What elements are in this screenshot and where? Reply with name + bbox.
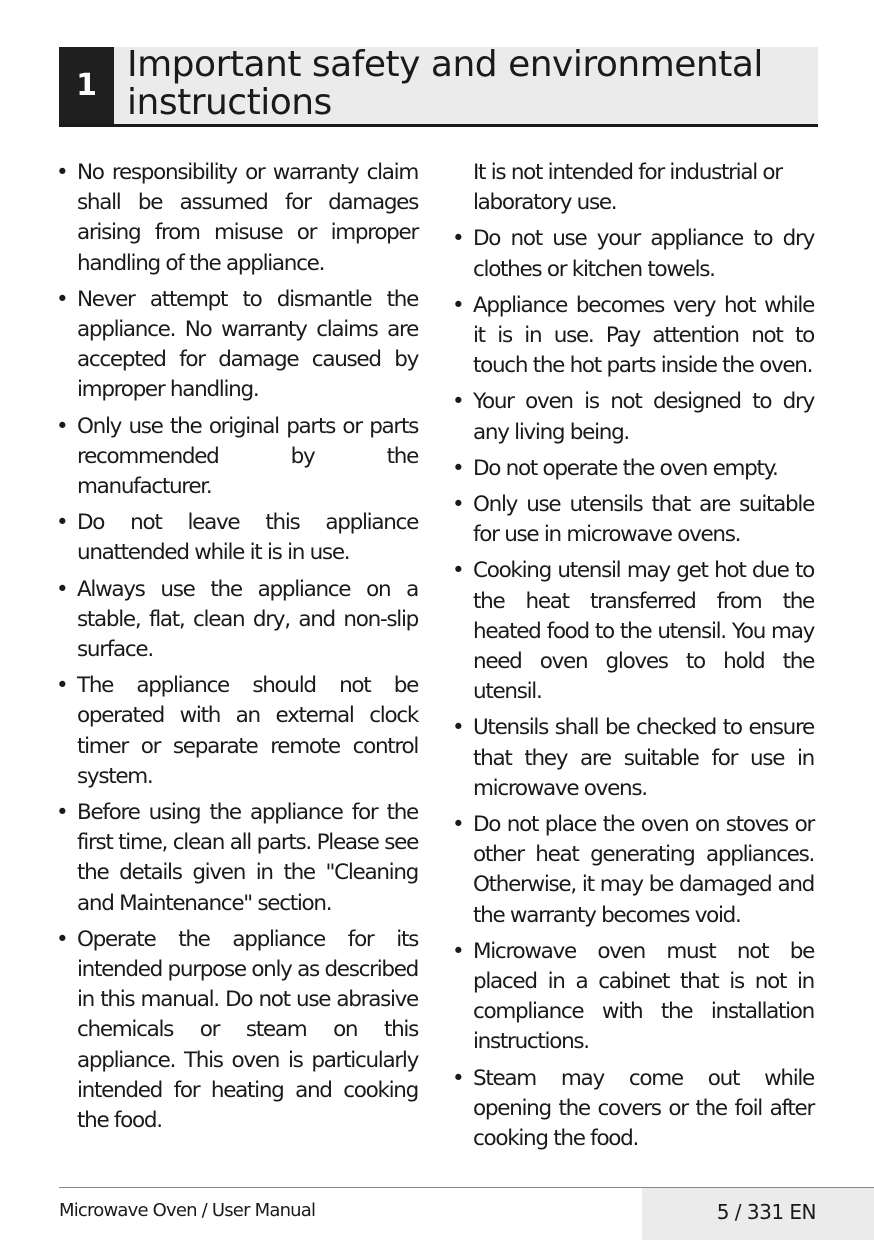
instruction-text: Steam may come out while opening the covers or the foil after cooking the food. bbox=[473, 1065, 814, 1152]
instruction-text: Utensils shall be checked to ensure that they are suitable for use in microwave ovens. bbox=[473, 715, 814, 801]
left-instruction-list bbox=[56, 158, 418, 1136]
instruction-text: Do not place the oven on stoves or other heat generating appliances. Otherwise, it may be damaged and the warranty becomes void. bbox=[473, 812, 814, 928]
chapter-title: Important safety and environmental instructions bbox=[127, 44, 763, 123]
list-item bbox=[56, 412, 418, 503]
bullet-icon: • bbox=[56, 510, 68, 536]
bullet-icon: • bbox=[452, 812, 464, 838]
instruction-text: Only use utensils that are suitable for use in microwave ovens. bbox=[473, 492, 814, 548]
instruction-text: Operate the appliance for its intended purpose only as described in this manual. Do not use abrasive chemicals or steam on this appliance. This oven is particularly intended for heating and cooking the food. bbox=[77, 926, 418, 1134]
instruction-text: Always use the appliance on a stable, flat, clean dry, and non-slip surface. bbox=[77, 576, 418, 663]
bullet-icon: • bbox=[452, 1065, 464, 1091]
list-item bbox=[452, 556, 814, 707]
list-item bbox=[56, 575, 418, 666]
bullet-icon: • bbox=[56, 413, 68, 439]
list-item bbox=[56, 671, 418, 792]
chapter-header bbox=[59, 44, 818, 127]
instruction-text: Cooking utensil may get hot due to the heat transferred from the heated food to the utensil. You may need oven gloves to hold the utensil. bbox=[473, 558, 814, 705]
list-item bbox=[452, 1064, 814, 1155]
footer-page-number: 5 / 331 EN bbox=[716, 1200, 816, 1224]
bullet-icon: • bbox=[56, 160, 68, 185]
list-item bbox=[452, 937, 814, 1058]
bullet-icon: • bbox=[452, 292, 464, 318]
instruction-text: Never attempt to dismantle the appliance. No warranty claims are accepted for damage caused by improper handling. bbox=[77, 286, 418, 403]
bullet-icon: • bbox=[56, 576, 68, 602]
footer-document-label: Microwave Oven / User Manual bbox=[59, 1200, 316, 1221]
instruction-text: Do not leave this appliance unattended while it is in use. bbox=[77, 510, 418, 566]
right-column bbox=[452, 158, 814, 1160]
instruction-text: Only use the original parts or parts recommended by the manufacturer. bbox=[77, 413, 418, 500]
list-item bbox=[452, 387, 814, 447]
instruction-text: Microwave oven must not be placed in a cabinet that is not in compliance with the installation instructions. bbox=[473, 938, 814, 1055]
instruction-text: The appliance should not be operated with an external clock timer or separate remote control system. bbox=[77, 673, 418, 789]
bullet-icon: • bbox=[452, 226, 464, 252]
instruction-text: No responsibility or warranty claim shall be assumed for damages arising from misuse or improper handling of the appliance. bbox=[77, 160, 418, 276]
bullet-icon: • bbox=[452, 389, 464, 415]
list-item bbox=[452, 810, 814, 931]
instruction-text: Do not operate the oven empty. bbox=[473, 455, 778, 481]
bullet-icon: • bbox=[452, 558, 464, 584]
list-item bbox=[452, 713, 814, 804]
bullet-icon: • bbox=[452, 492, 464, 518]
chapter-number: 1 bbox=[59, 47, 114, 124]
list-item bbox=[56, 798, 418, 919]
instruction-text: Your oven is not designed to dry any living being. bbox=[473, 389, 814, 445]
bullet-icon: • bbox=[56, 673, 68, 699]
list-item bbox=[452, 490, 814, 550]
right-instruction-list bbox=[452, 224, 814, 1154]
bullet-icon: • bbox=[56, 926, 68, 952]
bullet-icon: • bbox=[452, 715, 464, 741]
list-item bbox=[452, 454, 814, 484]
instruction-text: Do not use your appliance to dry clothes or kitchen towels. bbox=[473, 226, 814, 282]
list-item bbox=[56, 158, 418, 279]
list-item bbox=[56, 925, 418, 1136]
list-item bbox=[452, 291, 814, 382]
continued-text: It is not intended for industrial or laboratory use. bbox=[473, 160, 782, 216]
instruction-text: Before using the appliance for the first time, clean all parts. Please see the details given in the "Cleaning and Maintenance" section. bbox=[77, 800, 418, 916]
list-item bbox=[452, 224, 814, 284]
bullet-icon: • bbox=[56, 286, 68, 312]
bullet-icon: • bbox=[452, 455, 464, 481]
instruction-text: Appliance becomes very hot while it is in use. Pay attention not to touch the hot parts inside the oven. bbox=[473, 292, 814, 379]
bullet-icon: • bbox=[452, 938, 464, 964]
left-column bbox=[56, 158, 418, 1142]
list-item bbox=[56, 285, 418, 406]
bullet-icon: • bbox=[56, 800, 68, 826]
list-item bbox=[56, 508, 418, 568]
